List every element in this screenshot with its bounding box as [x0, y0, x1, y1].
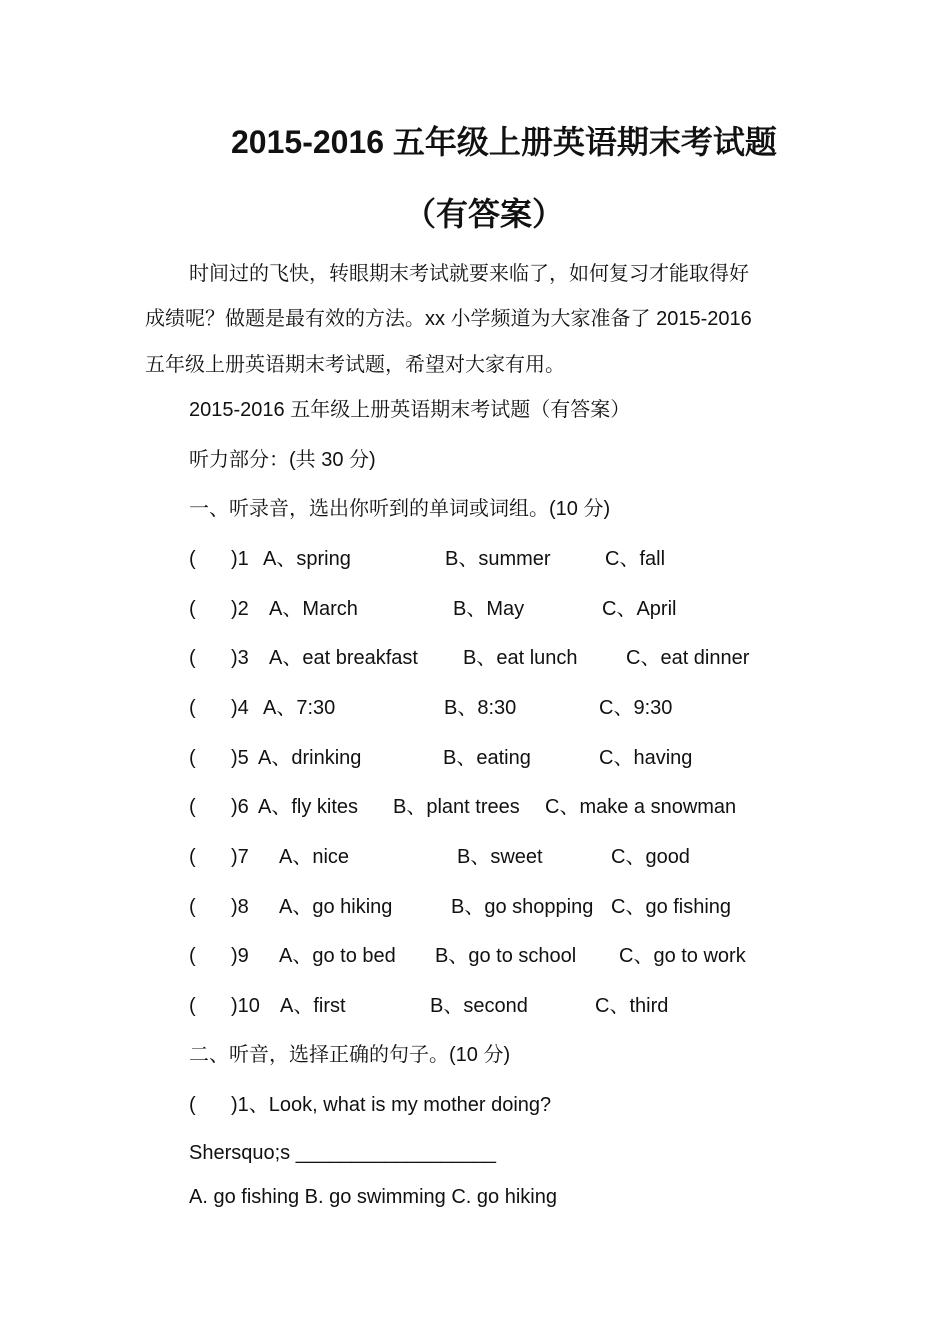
answer-blank: ( — [189, 647, 196, 669]
item-number: )1 — [231, 548, 249, 570]
listening-header: 听力部分：(共 30 分) — [189, 449, 376, 471]
item-number: )8 — [231, 896, 249, 918]
item-number: )10 — [231, 995, 260, 1017]
section1-header: 一、听录音，选出你听到的单词或词组。(10 分) — [189, 498, 611, 520]
answer-blank: ( — [189, 598, 196, 620]
option-c: C、April — [602, 598, 677, 620]
answer-options: A. go fishing B. go swimming C. go hiking — [189, 1186, 557, 1208]
option-c: C、go to work — [619, 945, 746, 967]
option-a: A、go hiking — [279, 896, 393, 918]
item-number: )2 — [231, 598, 249, 620]
answer-blank: ( — [189, 995, 196, 1017]
document-title: 2015-2016 五年级上册英语期末考试题 — [231, 124, 777, 160]
answer-blank: ( — [189, 747, 196, 769]
option-a: A、7:30 — [263, 697, 336, 719]
option-a: A、drinking — [258, 747, 362, 769]
option-c: C、eat dinner — [626, 647, 750, 669]
answer-blank: ( — [189, 548, 196, 570]
option-c: C、good — [611, 846, 690, 868]
option-a: A、fly kites — [258, 796, 359, 818]
option-b: B、go shopping — [451, 896, 594, 918]
item-number: )5 — [231, 747, 249, 769]
intro-line-3: 五年级上册英语期末考试题，希望对大家有用。 — [145, 354, 565, 376]
section2-header: 二、听音，选择正确的句子。(10 分) — [189, 1044, 511, 1066]
item-number: )7 — [231, 846, 249, 868]
item-number: )4 — [231, 697, 249, 719]
option-c: C、fall — [605, 548, 666, 570]
option-c: C、third — [595, 995, 669, 1017]
option-a: A、go to bed — [279, 945, 396, 967]
option-a: A、eat breakfast — [269, 647, 418, 669]
option-b: B、eat lunch — [463, 647, 578, 669]
option-c: C、make a snowman — [545, 796, 737, 818]
answer-blank: ( — [189, 796, 196, 818]
option-b: B、eating — [443, 747, 531, 769]
option-b: B、plant trees — [393, 796, 520, 818]
answer-blank: ( — [189, 1094, 196, 1116]
option-a: A、spring — [263, 548, 351, 570]
option-b: B、May — [453, 598, 525, 620]
intro-line-2: 成绩呢？做题是最有效的方法。xx 小学频道为大家准备了 2015-2016 — [145, 308, 752, 330]
answer-blank: ( — [189, 896, 196, 918]
option-b: B、8:30 — [444, 697, 517, 719]
item-number: )3 — [231, 647, 249, 669]
option-a: A、nice — [279, 846, 350, 868]
document-title-note: （有答案） — [404, 196, 565, 232]
option-c: C、having — [599, 747, 693, 769]
option-b: B、go to school — [435, 945, 577, 967]
option-b: B、summer — [445, 548, 551, 570]
answer-blank: ( — [189, 945, 196, 967]
item-number: )6 — [231, 796, 249, 818]
answer-blank: ( — [189, 697, 196, 719]
option-a: A、March — [269, 598, 358, 620]
intro-line-1: 时间过的飞快，转眼期末考试就要来临了，如何复习才能取得好 — [189, 263, 749, 285]
option-b: B、second — [430, 995, 528, 1017]
option-a: A、first — [280, 995, 346, 1017]
item-number: )9 — [231, 945, 249, 967]
answer-blank: ( — [189, 846, 196, 868]
option-b: B、sweet — [457, 846, 543, 868]
option-c: C、go fishing — [611, 896, 732, 918]
option-c: C、9:30 — [599, 697, 673, 719]
subtitle: 2015-2016 五年级上册英语期末考试题（有答案） — [189, 399, 631, 421]
question-text: )1、Look, what is my mother doing? — [231, 1094, 552, 1116]
answer-line: Shersquo;s __________________ — [189, 1142, 496, 1164]
